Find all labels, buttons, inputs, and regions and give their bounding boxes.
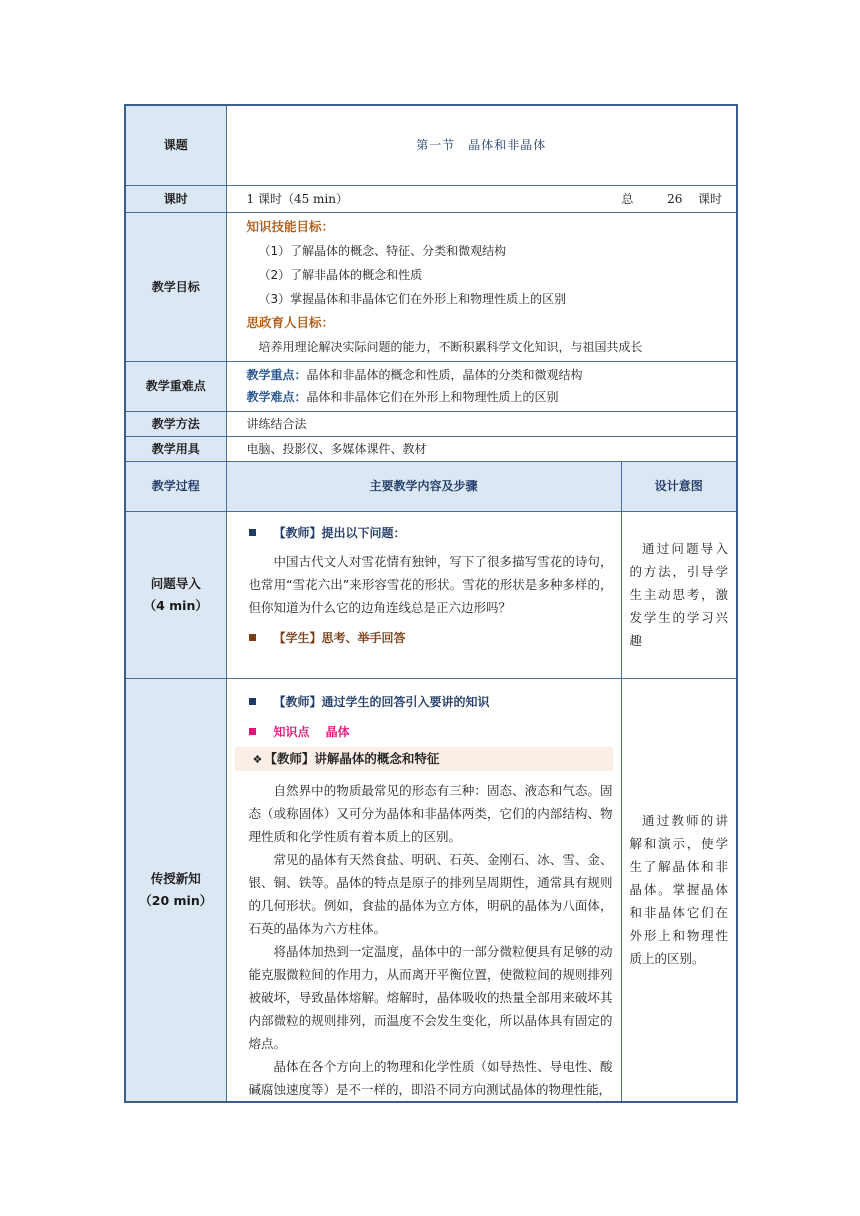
- lesson-table: [124, 104, 738, 1103]
- objectives-label: 教学目标: [125, 212, 226, 361]
- page-title: 第一节 晶体和非晶体: [226, 105, 737, 185]
- total-unit: 课时: [698, 191, 723, 206]
- teach-label-cell: [125, 678, 226, 1102]
- intro-teacher-text: 【教师】提出以下问题：: [273, 525, 406, 540]
- knowledge-heading: 知识技能目标：: [246, 218, 335, 234]
- tools-label: 教学用具: [125, 436, 226, 461]
- square-bullet-icon: [249, 634, 256, 641]
- intro-teacher: [249, 522, 613, 544]
- knowledge-item: （2）了解非晶体的概念和性质: [258, 267, 423, 282]
- teach-paragraph: 常见的晶体有天然食盐、明矾、石英、金刚石、冰、雪、金、银、铜、铁等。晶体的特点是原子的排列呈周期性，通常具有规则的几何形状。例如，食盐的晶体为立方体，明矾的晶体为八面体，石英的晶体为六方柱体。: [248, 851, 613, 936]
- process-col-header: 教学过程: [125, 461, 226, 511]
- intro-label: 问题导入: [150, 575, 201, 591]
- hours-label: 课时: [125, 185, 226, 212]
- total-label: 总: [621, 191, 634, 206]
- teach-paragraph: 将晶体加热到一定温度，晶体中的一部分微粒便具有足够的动能克服微粒间的作用力，从而离开平衡位置，使微粒间的规则排列被破坏，导致晶体熔解。熔解时，晶体吸收的热量全部用来破坏其内部微粒的规则排列，而温度不会发生变化，所以晶体具有固定的熔点。: [248, 943, 613, 1051]
- square-bullet-icon: [249, 698, 256, 705]
- key-cell: [226, 361, 737, 411]
- teach-subhead: [235, 747, 613, 771]
- total-value: 26: [667, 191, 683, 206]
- hours-value: 1 课时（45 min）: [246, 191, 348, 206]
- content-col-header: 主要教学内容及步骤: [226, 461, 621, 511]
- objectives-row: [125, 212, 737, 361]
- teach-teacher: [235, 691, 613, 713]
- knowledge-item: （3）掌握晶体和非晶体它们在外形上和物理性质上的区别: [258, 291, 567, 306]
- teach-teacher-text: 【教师】通过学生的回答引入要讲的知识: [273, 694, 490, 709]
- intent-col-header: 设计意图: [621, 461, 737, 511]
- teach-label: 传授新知: [150, 870, 201, 886]
- difficulty-label: 教学难点：: [246, 390, 307, 404]
- diamond-bullet-icon: ❖: [252, 752, 263, 766]
- intro-intent-cell: [621, 511, 737, 678]
- topic-label: 课题: [125, 105, 226, 185]
- teach-time: （20 min）: [139, 892, 213, 908]
- ideology-heading: 思政育人目标：: [246, 314, 335, 330]
- process-header-row: [125, 461, 737, 511]
- teach-content: [226, 678, 621, 1102]
- objectives-cell: [226, 212, 737, 361]
- key-label: 教学重难点: [125, 361, 226, 411]
- tools-value: 电脑、投影仪、多媒体课件、教材: [226, 436, 737, 461]
- knowledge-item: （1）了解晶体的概念、特征、分类和微观结构: [258, 243, 507, 258]
- intro-row: [125, 511, 737, 678]
- square-bullet-icon: [249, 728, 256, 735]
- intro-student: [249, 627, 613, 649]
- hours-row: [125, 185, 737, 212]
- teach-row: [125, 678, 737, 1102]
- key-point-text: 晶体和非晶体的概念和性质，晶体的分类和微观结构: [306, 368, 583, 382]
- method-value: 讲练结合法: [226, 411, 737, 436]
- tools-row: [125, 436, 737, 461]
- teach-intent-cell: [621, 678, 737, 1102]
- ideology-text: 培养用理论解决实际问题的能力，不断积累科学文化知识，与祖国共成长: [258, 339, 643, 354]
- key-row: [125, 361, 737, 411]
- difficulty-text: 晶体和非晶体它们在外形上和物理性质上的区别: [306, 390, 559, 404]
- intro-label-cell: [125, 511, 226, 678]
- intro-student-text: 【学生】思考、举手回答: [273, 630, 406, 645]
- intro-content: [226, 511, 621, 678]
- method-label: 教学方法: [125, 411, 226, 436]
- intro-time: （4 min）: [143, 597, 208, 613]
- intro-text: 中国古代文人对雪花情有独钟，写下了很多描写雪花的诗句，也常用“雪花六出”来形容雪花的形状。雪花的形状是多种多样的，但你知道为什么它的边角连线总是正六边形吗？: [248, 553, 613, 615]
- knowledge-point-text: 知识点 晶体: [273, 724, 350, 739]
- square-bullet-icon: [249, 529, 256, 536]
- hours-cell: [226, 185, 737, 212]
- teach-intent: 通过教师的讲解和演示，使学生了解晶体和非晶体。掌握晶体和非晶体它们在外形上和物理性质上的区别。: [629, 813, 729, 966]
- teach-paragraph: 自然界中的物质最常见的形态有三种：固态、液态和气态。固态（或称固体）又可分为晶体和非晶体两类，它们的内部结构、物理性质和化学性质有着本质上的区别。: [248, 782, 613, 844]
- teach-paragraph: 晶体在各个方向上的物理和化学性质（如导热性、导电性、酸碱腐蚀速度等）是不一样的，即沿不同方向测试晶体的物理性能，: [248, 1058, 613, 1097]
- knowledge-point: [235, 721, 613, 743]
- teach-subhead-text: 【教师】讲解晶体的概念和特征: [264, 750, 440, 766]
- intro-intent: 通过问题导入的方法，引导学生主动思考，激发学生的学习兴趣: [629, 541, 729, 648]
- lesson-plan: [124, 104, 736, 1103]
- key-point-label: 教学重点：: [246, 368, 307, 382]
- topic-row: [125, 105, 737, 185]
- method-row: [125, 411, 737, 436]
